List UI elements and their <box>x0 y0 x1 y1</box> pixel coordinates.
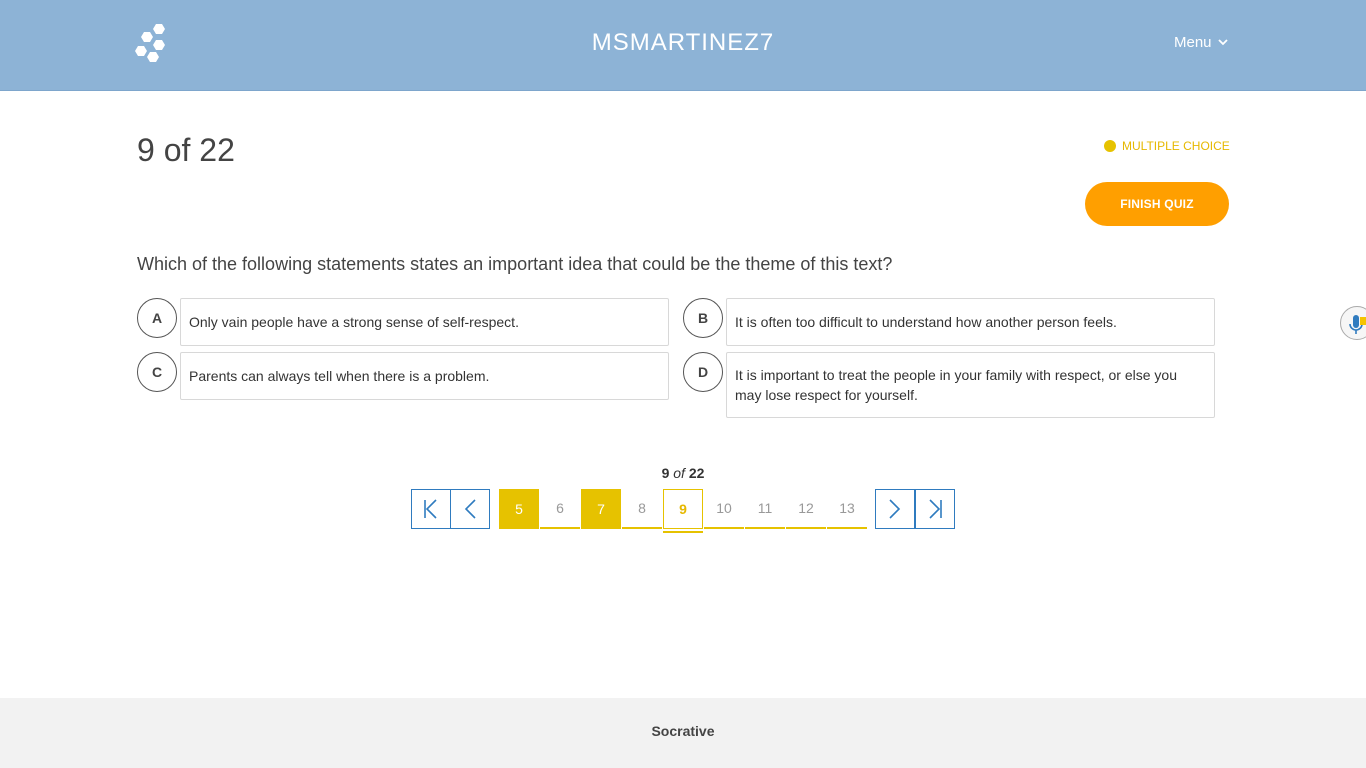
page-button-11[interactable]: 11 <box>745 489 785 529</box>
choice-letter[interactable]: B <box>683 298 723 338</box>
answer-choice-d[interactable] <box>683 352 1215 418</box>
choice-letter[interactable]: D <box>683 352 723 392</box>
page-button-8[interactable]: 8 <box>622 489 662 529</box>
menu-button[interactable] <box>1174 34 1228 51</box>
choice-text[interactable]: It is important to treat the people in your family with respect, or else you may lose respect for yourself. <box>726 352 1215 418</box>
microphone-button[interactable] <box>1340 306 1366 340</box>
skip-to-first-icon <box>422 498 440 520</box>
page-button-12[interactable]: 12 <box>786 489 826 529</box>
pager-current: 9 <box>661 465 670 481</box>
page-button-9[interactable]: 9 <box>663 489 703 529</box>
choice-text[interactable]: Only vain people have a strong sense of self-respect. <box>180 298 669 346</box>
question-type-dot-icon <box>1104 140 1116 152</box>
page-button-10[interactable]: 10 <box>704 489 744 529</box>
page-button-7[interactable]: 7 <box>581 489 621 529</box>
choice-letter[interactable]: A <box>137 298 177 338</box>
pager-of: of <box>673 465 685 481</box>
answer-choice-b[interactable] <box>683 298 1215 346</box>
choice-text[interactable]: Parents can always tell when there is a problem. <box>180 352 669 400</box>
next-page-button[interactable] <box>875 489 915 529</box>
last-page-button[interactable] <box>915 489 955 529</box>
finish-quiz-button[interactable]: FINISH QUIZ <box>1085 182 1229 226</box>
page-button-13[interactable]: 13 <box>827 489 867 529</box>
chevron-left-icon <box>463 498 477 520</box>
menu-label: Menu <box>1174 34 1212 51</box>
question-progress-title: 9 of 22 <box>137 132 235 168</box>
pager-progress <box>0 465 1366 481</box>
question-type-label: MULTIPLE CHOICE <box>1122 139 1230 153</box>
first-page-button[interactable] <box>411 489 451 529</box>
question-type-badge <box>1104 139 1230 153</box>
pager-total: 22 <box>688 465 705 481</box>
page-footer <box>0 698 1366 768</box>
answer-choice-c[interactable] <box>137 352 669 400</box>
choice-letter[interactable]: C <box>137 352 177 392</box>
chevron-right-icon <box>888 498 902 520</box>
chevron-down-icon <box>1218 39 1228 46</box>
previous-page-button[interactable] <box>450 489 490 529</box>
room-name: MSMARTINEZ7 <box>591 29 775 56</box>
footer-brand: Socrative <box>651 723 715 739</box>
microphone-icon <box>1341 307 1366 340</box>
skip-to-last-icon <box>926 498 944 520</box>
question-text: Which of the following statements states an important idea that could be the theme of this text? <box>137 254 893 274</box>
answer-choice-a[interactable] <box>137 298 669 346</box>
choice-text[interactable]: It is often too difficult to understand how another person feels. <box>726 298 1215 346</box>
top-header <box>0 0 1366 91</box>
page-button-5[interactable]: 5 <box>499 489 539 529</box>
page-button-6[interactable]: 6 <box>540 489 580 529</box>
